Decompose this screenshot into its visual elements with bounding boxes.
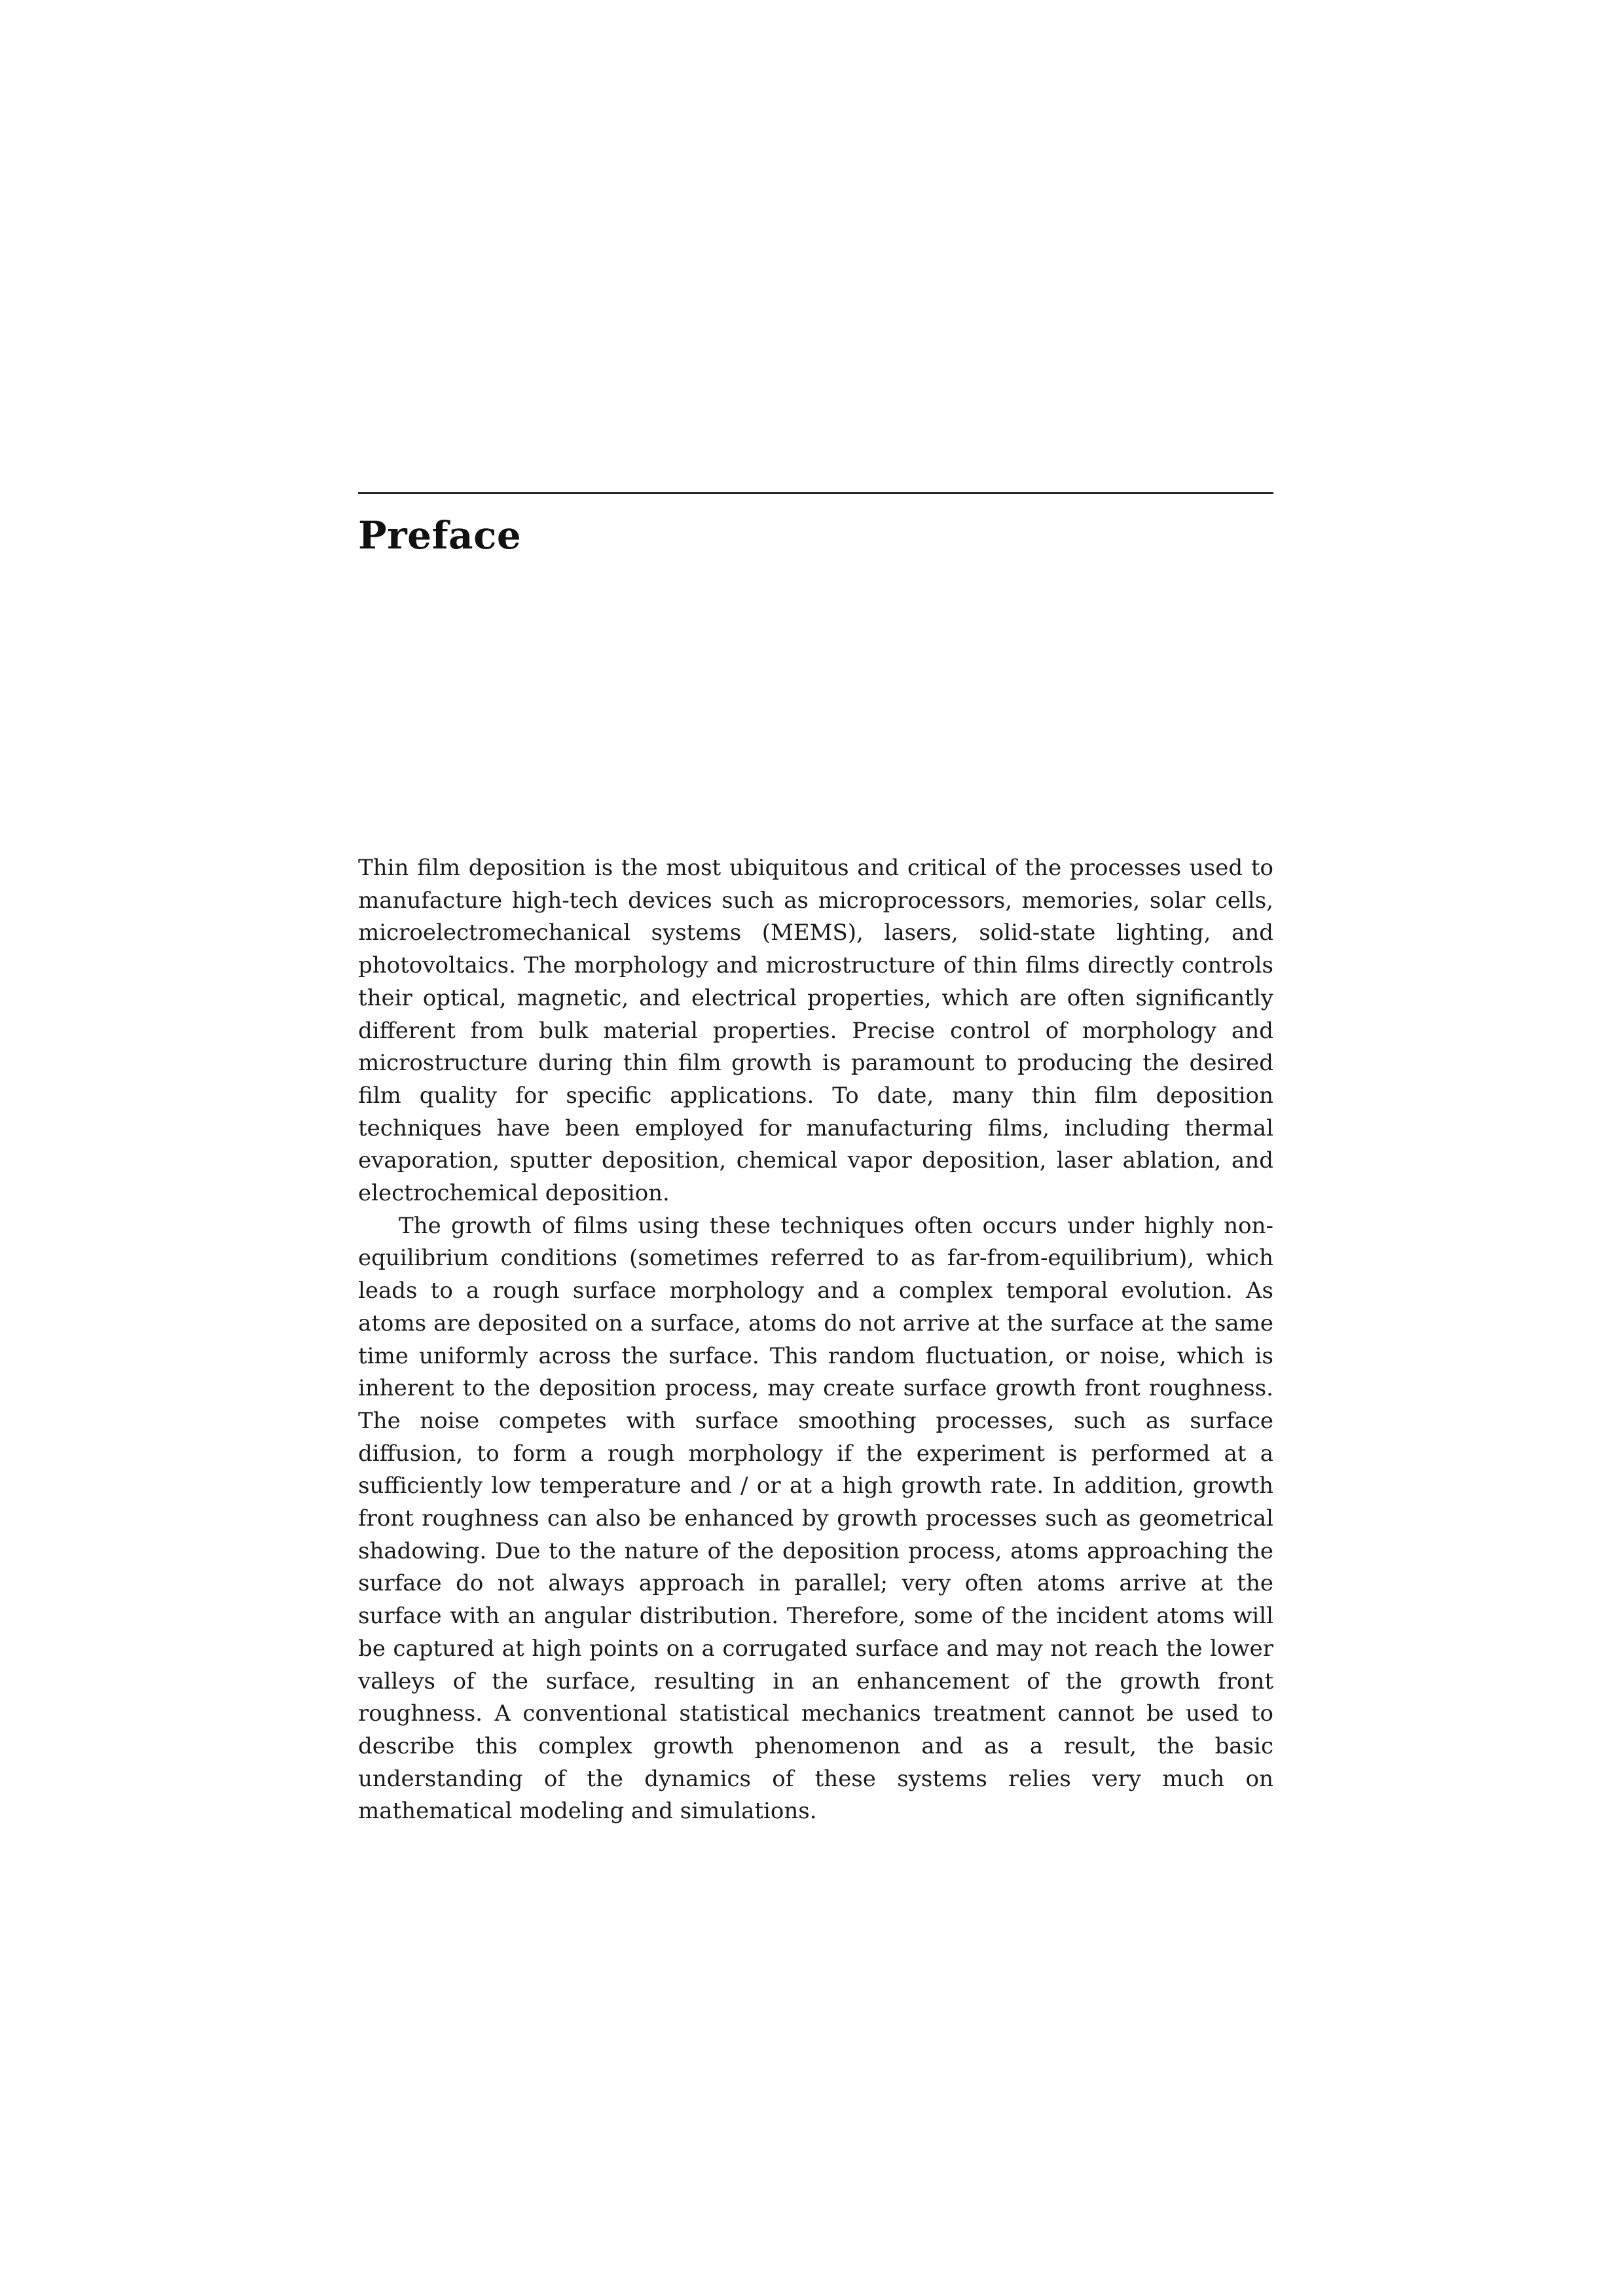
paragraph-2: The growth of films using these techniques often occurs under highly non-equilibrium conditions (sometimes referred to as far-from-equilibrium), which leads to a rough surface morphology and a complex temporal evolution. As atoms are deposited on a surface, atoms do not arrive at the surface at the same time uniformly across the surface. This random fluctuation, or noise, which is inherent to the deposition process, may create surface growth front roughness. The noise competes with surface smoothing processes, such as surface diffusion, to form a rough morphology if the experiment is performed at a sufficiently low temperature and / or at a high growth rate. In addition, growth front roughness can also be enhanced by growth processes such as geometrical shadowing. Due to the nature of the deposition process, atoms approaching the surface do not always approach in parallel; very often atoms arrive at the surface with an angular distribution. Therefore, some of the incident atoms will be captured at high points on a corrugated surface and may not reach the lower valleys of the surface, resulting in an enhancement of the growth front roughness. A conventional statistical mechanics treatment cannot be used to describe this complex growth phenomenon and as a result, the basic understanding of the dynamics of these systems relies very much on mathematical modeling and simulations. (358, 1212, 1273, 1825)
preface-body (358, 852, 1273, 1828)
page-title: Preface (358, 513, 522, 558)
header-rule (358, 492, 1273, 494)
paragraph-1: Thin film deposition is the most ubiquitous and critical of the processes used to manufacture high-tech devices such as microprocessors, memories, solar cells, microelectromechanical systems (MEMS), lasers, solid-state lighting, and photovoltaics. The morphology and microstructure of thin films directly controls their optical, magnetic, and electrical properties, which are often significantly different from bulk material properties. Precise control of morphology and microstructure during thin film growth is paramount to producing the desired film quality for specific applications. To date, many thin film deposition techniques have been employed for manufacturing films, including thermal evaporation, sputter deposition, chemical vapor deposition, laser ablation, and electrochemical deposition. (358, 855, 1273, 1207)
